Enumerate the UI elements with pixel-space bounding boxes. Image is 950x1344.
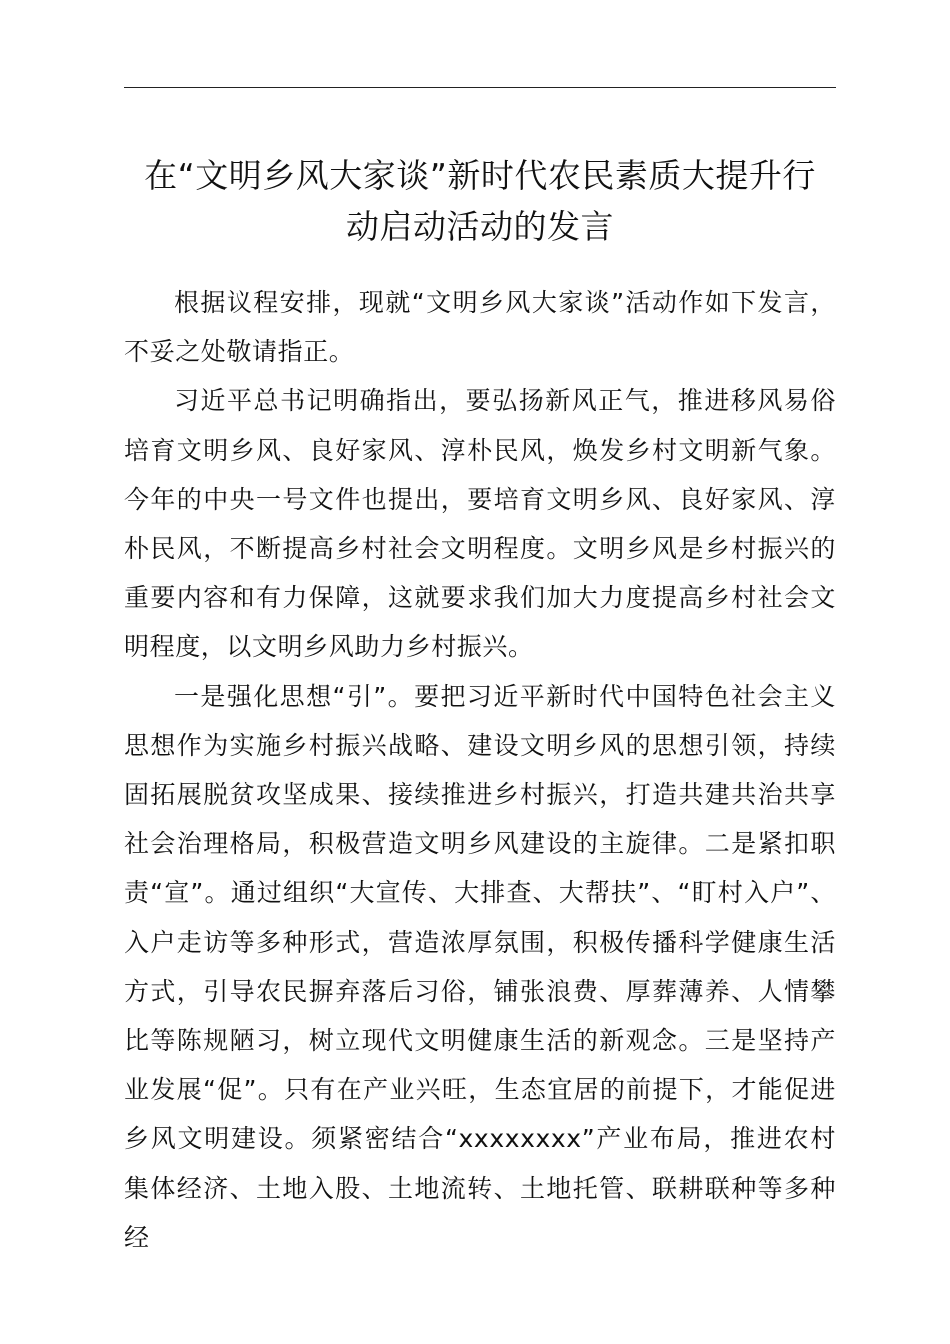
header-rule — [124, 87, 836, 88]
paragraph-intro: 根据议程安排，现就“文明乡风大家谈”活动作如下发言，不妥之处敬请指正。 — [124, 288, 836, 367]
document-body — [124, 278, 836, 1262]
paragraph-background: 习近平总书记明确指出，要弘扬新风正气，推进移风易俗培育文明乡风、良好家风、淳朴民风，焕发乡村文明新气象。今年的中央一号文件也提出，要培育文明乡风、良好家风、淳朴民风，不断提高乡村社会文明程度。文明乡风是乡村振兴的重要内容和有力保障，这就要求我们加大力度提高乡村社会文明程度，以文明乡风助力乡村振兴。 — [124, 386, 836, 662]
document-title — [110, 150, 850, 252]
paragraph-measures: 一是强化思想“引”。要把习近平新时代中国特色社会主义思想作为实施乡村振兴战略、建设文明乡风的思想引领，持续固拓展脱贫攻坚成果、接续推进乡村振兴，打造共建共治共享社会治理格局，积极营造文明乡风建设的主旋律。二是紧扣职责“宣”。通过组织“大宣传、大排查、大帮扶”、“盯村入户”、入户走访等多种形式，营造浓厚氛围，积极传播科学健康生活方式，引导农民摒弃落后习俗，铺张浪费、厚葬薄养、人情攀比等陈规陋习，树立现代文明健康生活的新观念。三是坚持产业发展“促”。只有在产业兴旺，生态宜居的前提下，才能促进乡风文明建设。须紧密结合“xxxxxxxx”产业布局，推进农村集体经济、土地入股、土地流转、土地托管、联耕联种等多种经 — [124, 681, 836, 1252]
title-line-1: 在“文明乡风大家谈”新时代农民素质大提升行 — [144, 156, 816, 195]
title-line-2: 动启动活动的发言 — [346, 207, 614, 246]
